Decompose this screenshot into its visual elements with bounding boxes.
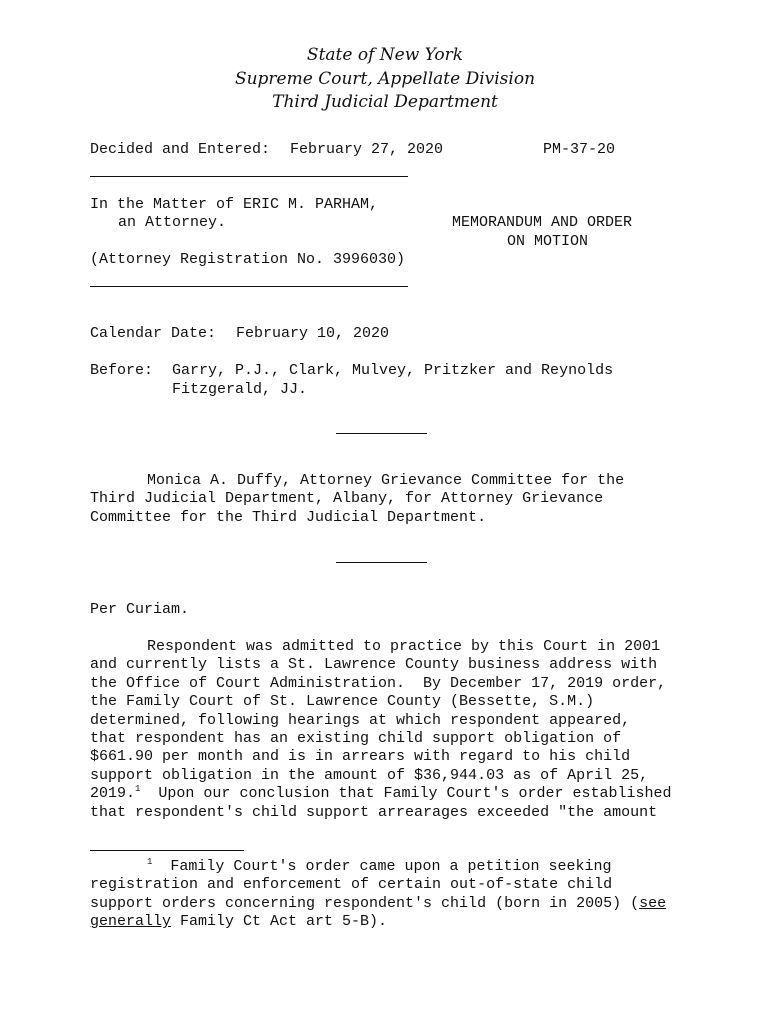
- caption-top-rule: [90, 176, 408, 177]
- justices-line-1: Garry, P.J., Clark, Mulvey, Pritzker and Reynolds: [172, 362, 614, 379]
- footnote-reference[interactable]: 1: [135, 784, 141, 795]
- opinion-line: that respondent has an existing child support obligation of: [90, 730, 622, 748]
- footnote-separator: [90, 850, 244, 851]
- opinion-paragraph: [90, 638, 710, 822]
- court-state: State of New York: [306, 45, 464, 65]
- section-divider-2: [336, 562, 427, 563]
- opinion-line: and currently lists a St. Lawrence County business address with: [90, 656, 658, 674]
- opinion-line: $661.90 per month and is in arrears with regard to his child: [90, 748, 631, 766]
- caption-bottom-rule: [90, 286, 408, 287]
- footnote-text: support orders concerning respondent's child (born in 2005) (: [90, 894, 640, 912]
- calendar-date: February 10, 2020: [236, 325, 390, 342]
- decided-date: February 27, 2020: [290, 141, 444, 158]
- matter-role: an Attorney.: [118, 214, 227, 231]
- opinion-line: the Family Court of St. Lawrence County (Bessette, S.M.): [90, 693, 595, 711]
- footnote-line: [90, 913, 710, 931]
- opinion-line: [90, 785, 710, 803]
- footnote-line: [90, 895, 710, 913]
- opinion-text: Upon our conclusion that Family Court's order established: [140, 785, 672, 803]
- court-department: Third Judicial Department: [272, 92, 498, 112]
- opinion-line: the Office of Court Administration. By December 17, 2019 order,: [90, 674, 667, 692]
- matter-name: In the Matter of ERIC M. PARHAM,: [90, 196, 379, 213]
- before-label: Before:: [90, 362, 154, 379]
- document-subtitle: ON MOTION: [507, 233, 589, 250]
- opinion-line: determined, following hearings at which respondent appeared,: [90, 711, 631, 729]
- counsel-line: Monica A. Duffy, Attorney Grievance Committee for the: [147, 472, 625, 489]
- counsel-line: Third Judicial Department, Albany, for Attorney Grievance: [90, 490, 604, 508]
- footnote-line: [90, 858, 710, 876]
- justices-line-2: Fitzgerald, JJ.: [172, 381, 308, 398]
- citation-signal-generally: generally: [90, 913, 172, 931]
- footnote-text: Family Ct Act art 5-B).: [171, 913, 388, 931]
- docket-number: PM-37-20: [543, 141, 616, 158]
- section-divider-1: [336, 433, 427, 434]
- footnote-text: Family Court's order came upon a petition seeking: [170, 858, 612, 875]
- opinion-line: support obligation in the amount of $36,944.03 as of April 25,: [90, 766, 649, 784]
- document-title: MEMORANDUM AND ORDER: [452, 214, 633, 231]
- opinion-text: 2019.: [90, 785, 136, 803]
- footnote-marker: 1: [147, 857, 153, 867]
- calendar-label: Calendar Date:: [90, 325, 217, 342]
- decided-label: Decided and Entered:: [90, 141, 271, 158]
- opinion-line: Respondent was admitted to practice by this Court in 2001: [147, 638, 661, 655]
- footnote: [90, 858, 710, 932]
- footnote-line: registration and enforcement of certain out-of-state child: [90, 876, 613, 894]
- per-curiam-heading: Per Curiam.: [90, 601, 190, 618]
- counsel-line: Committee for the Third Judicial Department.: [90, 508, 487, 526]
- court-heading: [0, 44, 770, 115]
- registration-number: (Attorney Registration No. 3996030): [90, 251, 406, 268]
- opinion-line: that respondent's child support arrearages exceeded "the amount: [90, 803, 658, 821]
- court-name: Supreme Court, Appellate Division: [234, 68, 536, 89]
- citation-signal-see: see: [639, 894, 667, 912]
- counsel-paragraph: [90, 472, 710, 527]
